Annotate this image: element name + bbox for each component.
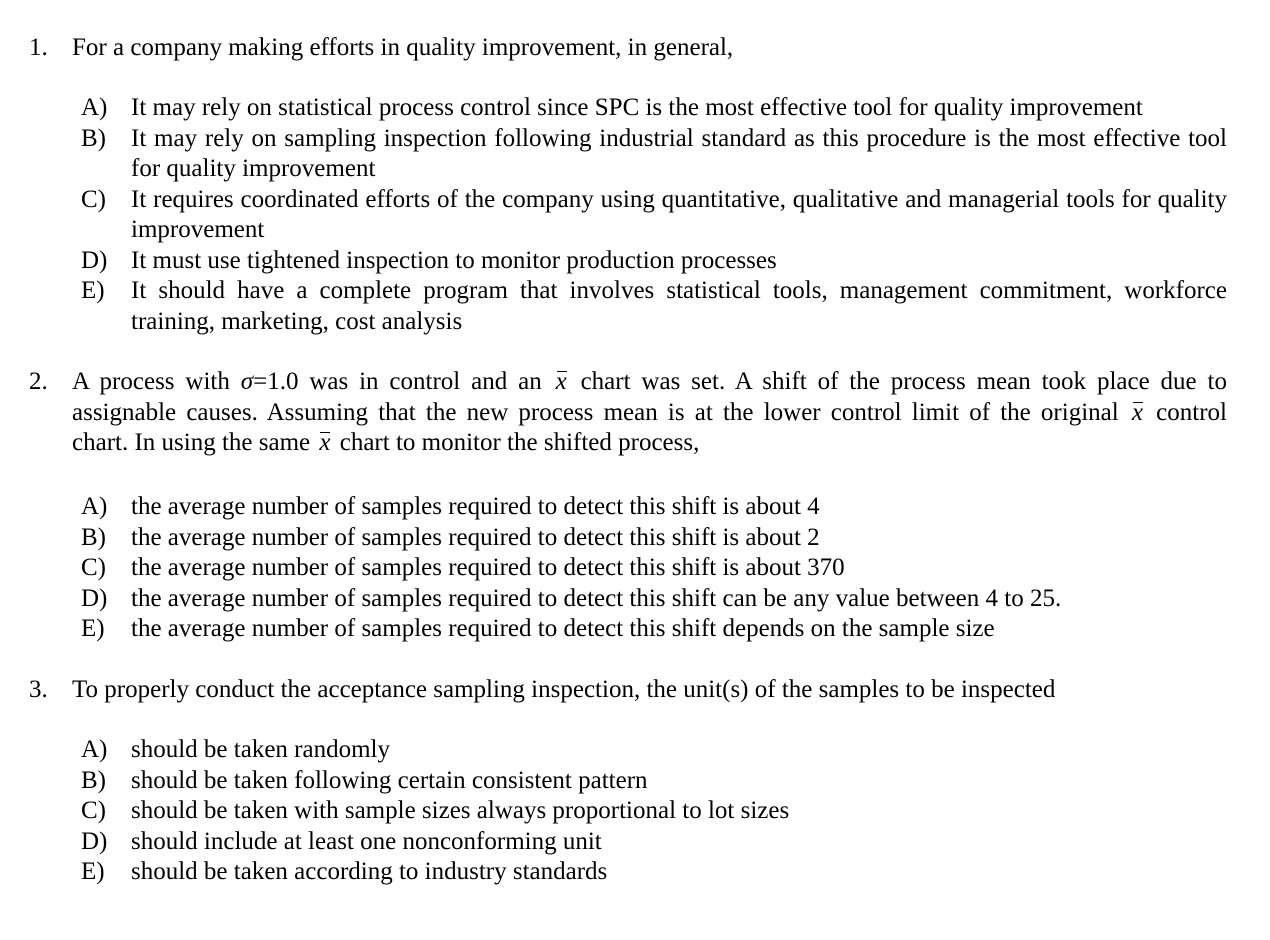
option-text: the average number of samples required to detect this shift is about 370 — [131, 554, 845, 581]
question-3-options — [0, 735, 1270, 888]
option-letter: B) — [81, 766, 106, 794]
option-e — [0, 614, 1270, 645]
x-bar-symbol: x — [1129, 398, 1146, 429]
option-letter: C) — [81, 797, 106, 824]
option-text: should include at least one nonconforming unit — [131, 827, 602, 855]
option-letter: D) — [81, 827, 108, 855]
option-letter: E) — [81, 858, 105, 885]
option-text: the average number of samples required to detect this shift is about 2 — [131, 523, 820, 551]
option-d — [0, 827, 1270, 858]
option-letter: E) — [81, 615, 105, 642]
option-text: should be taken following certain consistent pattern — [131, 766, 648, 794]
stem-text: =1.0 was in control and an — [253, 368, 553, 395]
option-letter: B) — [81, 124, 106, 152]
option-letter: C) — [81, 185, 106, 213]
stem-line-3 — [72, 428, 1227, 459]
option-b — [0, 124, 1270, 185]
option-letter: C) — [81, 554, 106, 581]
sigma-symbol: σ — [240, 368, 254, 395]
option-c — [0, 185, 1270, 246]
stem-text: assignable causes. Assuming that the new process mean is at the lower control limit of the original — [72, 398, 1129, 426]
option-text: should be taken randomly — [131, 736, 390, 763]
option-letter: B) — [81, 523, 106, 551]
option-letter: A) — [81, 94, 108, 121]
option-a — [0, 93, 1270, 124]
option-letter: D) — [81, 246, 108, 274]
option-letter: D) — [81, 584, 108, 612]
question-number: 2. — [29, 368, 48, 395]
x-bar-symbol: x — [553, 367, 570, 398]
option-text: the average number of samples required to detect this shift is about 4 — [131, 493, 820, 520]
stem-line-1 — [72, 367, 1227, 398]
stem-text: A process with — [72, 368, 241, 395]
option-e — [0, 276, 1270, 337]
option-b — [0, 523, 1270, 554]
question-stem: For a company making efforts in quality improvement, in general, — [72, 34, 734, 61]
option-b — [0, 766, 1270, 797]
option-text: It should have a complete program that involves statistical tools, management commitment, workforce training, marketing, cost analysis — [131, 277, 1227, 335]
question-stem — [72, 367, 1227, 459]
stem-text: control — [1145, 398, 1227, 426]
option-text: the average number of samples required to detect this shift can be any value between 4 to 25. — [131, 584, 1062, 612]
option-text: should be taken with sample sizes always proportional to lot sizes — [131, 797, 790, 824]
option-letter: A) — [81, 493, 108, 520]
stem-line-2 — [72, 398, 1227, 429]
stem-text: chart to monitor the shifted process, — [333, 429, 700, 456]
option-text: the average number of samples required to detect this shift depends on the sample size — [131, 615, 995, 642]
option-text: It may rely on sampling inspection following industrial standard as this procedure is the most effective tool for quality improvement — [131, 124, 1227, 182]
option-c — [0, 796, 1270, 827]
option-d — [0, 584, 1270, 615]
option-d — [0, 246, 1270, 277]
option-a — [0, 492, 1270, 523]
question-number: 3. — [29, 676, 48, 703]
option-c — [0, 553, 1270, 584]
option-text: should be taken according to industry standards — [131, 858, 608, 885]
option-text: It requires coordinated efforts of the company using quantitative, qualitative and managerial tools for quality improvement — [131, 185, 1227, 243]
question-number: 1. — [29, 34, 48, 61]
option-text: It may rely on statistical process control since SPC is the most effective tool for quality improvement — [131, 94, 1143, 121]
option-a — [0, 735, 1270, 766]
question-2-options — [0, 492, 1270, 645]
stem-text: chart. In using the same — [72, 429, 317, 456]
question-stem: To properly conduct the acceptance sampling inspection, the unit(s) of the samples to be inspected — [72, 676, 1056, 703]
x-bar-symbol: x — [316, 428, 333, 459]
option-letter: A) — [81, 736, 108, 763]
option-letter: E) — [81, 277, 105, 304]
stem-text: chart was set. A shift of the process mean took place due to — [569, 368, 1227, 395]
question-1-options — [0, 93, 1270, 337]
option-e — [0, 857, 1270, 888]
option-text: It must use tightened inspection to monitor production processes — [131, 246, 777, 274]
